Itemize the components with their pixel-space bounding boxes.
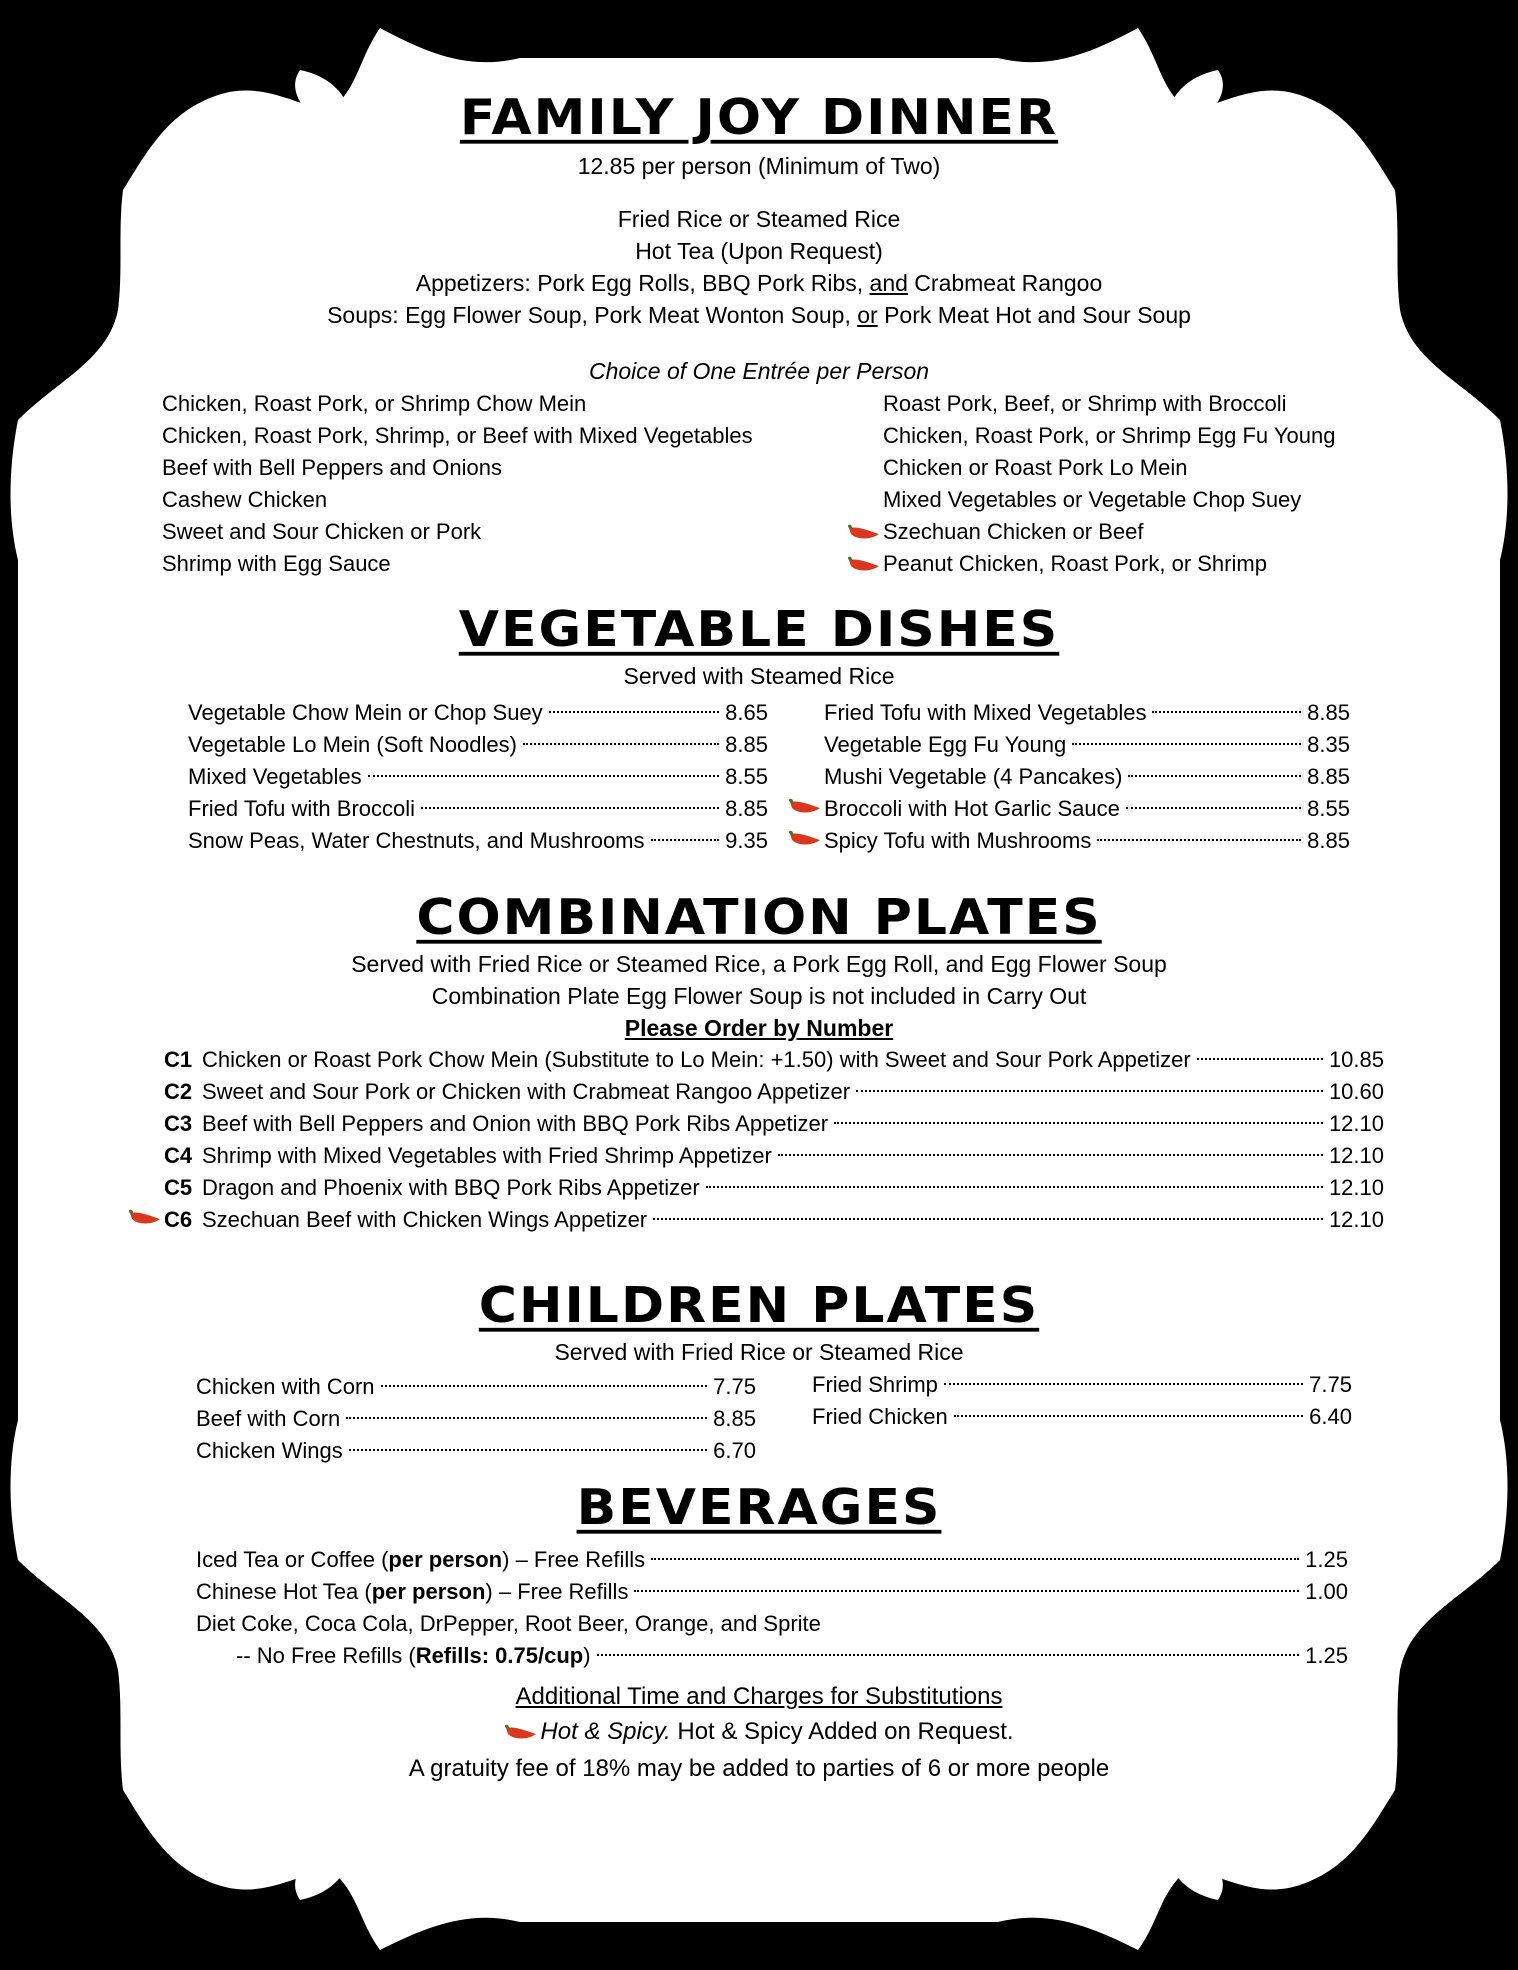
menu-item xyxy=(188,697,768,729)
children-right-list xyxy=(812,1369,1352,1433)
menu-item xyxy=(188,729,768,761)
soups-hot-sour: Pork Meat Hot and Sour Soup xyxy=(877,302,1191,328)
vegetable-subtitle: Served with Steamed Rice xyxy=(623,663,895,689)
item-name: Shrimp with Mixed Vegetables with Fried Shrimp Appetizer xyxy=(202,1143,772,1168)
list-item: Roast Pork, Beef, or Shrimp with Broccoli xyxy=(883,391,1287,416)
text-part: ) – Free Refills xyxy=(502,1547,646,1572)
vegetable-dishes-title: VEGETABLE DISHES xyxy=(458,601,1060,659)
item-price: 12.10 xyxy=(1328,1111,1384,1136)
leader-dots xyxy=(368,775,720,777)
hot-pepper-icon xyxy=(788,830,822,848)
family-line-tea: Hot Tea (Upon Request) xyxy=(635,238,883,264)
hot-pepper-icon xyxy=(847,556,881,574)
item-name: Fried Tofu with Mixed Vegetables xyxy=(824,700,1147,725)
beverages-list xyxy=(196,1544,1348,1672)
soups-text: Soups: Egg Flower Soup, Pork Meat Wonton Soup, xyxy=(327,302,858,328)
item-name: Chicken with Corn xyxy=(196,1374,375,1399)
text-part-bold: per person xyxy=(371,1579,486,1604)
gratuity-note: A gratuity fee of 18% may be added to parties of 6 or more people xyxy=(408,1755,1110,1782)
item-price: 8.85 xyxy=(713,1406,756,1431)
leader-dots xyxy=(651,839,720,841)
leader-dots xyxy=(778,1154,1323,1156)
item-name: Diet Coke, Coca Cola, DrPepper, Root Beer, Orange, and Sprite xyxy=(196,1611,821,1636)
item-label: Peanut Chicken, Roast Pork, or Shrimp xyxy=(883,551,1267,576)
item-price: 8.35 xyxy=(1307,732,1350,757)
list-item: Cashew Chicken xyxy=(162,487,328,512)
menu-item xyxy=(788,697,1350,729)
children-left-list xyxy=(196,1371,756,1467)
menu-item xyxy=(128,1140,1384,1172)
menu-item xyxy=(788,761,1350,793)
family-line-rice: Fried Rice or Steamed Rice xyxy=(617,206,901,232)
vegetable-left-list xyxy=(188,697,768,857)
item-name: Fried Shrimp xyxy=(812,1372,938,1397)
leader-dots xyxy=(349,1449,707,1451)
leader-dots xyxy=(944,1383,1303,1385)
item-name xyxy=(196,1544,645,1576)
item-name: Mixed Vegetables xyxy=(188,764,362,789)
leader-dots xyxy=(1097,839,1301,841)
entrees-right-list xyxy=(847,388,1335,580)
appetizers-text: Appetizers: Pork Egg Rolls, BBQ Pork Ribs, xyxy=(415,270,870,296)
spicy-label: Hot & Spicy. xyxy=(540,1718,671,1745)
item-code: C5 xyxy=(164,1175,193,1200)
spicy-text: Hot & Spicy Added on Request. xyxy=(670,1718,1014,1745)
item-price: 12.10 xyxy=(1328,1143,1384,1168)
list-item: Chicken, Roast Pork, or Shrimp Chow Mein xyxy=(162,391,587,416)
menu-item xyxy=(196,1435,756,1467)
family-joy-dinner-title: FAMILY JOY DINNER xyxy=(459,89,1059,147)
combination-subtitle-1: Served with Fried Rice or Steamed Rice, a Pork Egg Roll, and Egg Flower Soup xyxy=(351,951,1167,977)
item-name: Fried Tofu with Broccoli xyxy=(188,796,416,821)
entrees-left-list xyxy=(162,388,753,580)
item-code: C4 xyxy=(164,1143,193,1168)
hot-pepper-icon xyxy=(504,1724,538,1742)
menu-item xyxy=(188,793,768,825)
list-item: Chicken or Roast Pork Lo Mein xyxy=(883,455,1188,480)
item-name: Chicken or Roast Pork Chow Mein (Substitute to Lo Mein: +1.50) with Sweet and Sour Pork Appetizer xyxy=(202,1047,1191,1072)
list-item xyxy=(847,516,1335,548)
menu-item xyxy=(196,1544,1348,1576)
menu-item xyxy=(196,1576,1348,1608)
item-name: Dragon and Phoenix with BBQ Pork Ribs Appetizer xyxy=(202,1175,700,1200)
leader-dots xyxy=(1126,807,1301,809)
children-subtitle: Served with Fried Rice or Steamed Rice xyxy=(554,1339,964,1365)
item-price: 6.40 xyxy=(1309,1404,1352,1429)
menu-item xyxy=(788,729,1350,761)
item-code: C6 xyxy=(164,1207,193,1232)
item-name: Vegetable Lo Mein (Soft Noodles) xyxy=(188,732,517,757)
leader-dots xyxy=(381,1385,708,1387)
item-price: 1.00 xyxy=(1305,1579,1348,1604)
item-price: 8.65 xyxy=(725,700,768,725)
leader-dots xyxy=(1072,743,1301,745)
leader-dots xyxy=(706,1186,1323,1188)
menu-item xyxy=(196,1640,1348,1672)
item-price: 10.85 xyxy=(1328,1047,1384,1072)
menu-item xyxy=(128,1076,1384,1108)
menu-item xyxy=(812,1401,1352,1433)
text-part: ) xyxy=(583,1643,591,1668)
item-price: 9.35 xyxy=(725,828,768,853)
leader-dots xyxy=(1152,711,1301,713)
hot-pepper-icon xyxy=(788,798,822,816)
leader-dots xyxy=(653,1218,1323,1220)
text-part-bold: Refills: 0.75/cup xyxy=(415,1643,584,1668)
leader-dots xyxy=(346,1417,707,1419)
leader-dots xyxy=(1197,1058,1323,1060)
item-price: 1.25 xyxy=(1305,1643,1348,1668)
hot-pepper-icon xyxy=(847,524,881,542)
combination-plates-title: COMBINATION PLATES xyxy=(416,889,1102,947)
item-price: 12.10 xyxy=(1328,1175,1384,1200)
item-code: C3 xyxy=(164,1111,193,1136)
family-price-note: 12.85 per person (Minimum of Two) xyxy=(577,153,941,179)
item-price: 12.10 xyxy=(1328,1207,1384,1232)
list-item: Chicken, Roast Pork, or Shrimp Egg Fu Young xyxy=(883,423,1336,448)
item-code: C1 xyxy=(164,1047,193,1072)
item-name: Chicken Wings xyxy=(196,1438,343,1463)
leader-dots xyxy=(421,807,719,809)
item-name xyxy=(196,1576,628,1608)
text-part: Chinese Hot Tea ( xyxy=(196,1579,372,1604)
text-part-bold: per person xyxy=(388,1547,503,1572)
item-name: Spicy Tofu with Mushrooms xyxy=(824,828,1092,853)
menu-item xyxy=(128,1044,1384,1076)
item-price: 7.75 xyxy=(1309,1372,1352,1397)
list-item: Shrimp with Egg Sauce xyxy=(162,551,391,576)
list-item xyxy=(847,548,1335,580)
leader-dots xyxy=(597,1654,1300,1656)
menu-item xyxy=(788,825,1350,857)
vegetable-right-list xyxy=(788,697,1350,857)
item-name: Mushi Vegetable (4 Pancakes) xyxy=(824,764,1123,789)
leader-dots xyxy=(549,711,720,713)
item-name: Beef with Corn xyxy=(196,1406,341,1431)
order-by-number-note: Please Order by Number xyxy=(624,1015,894,1041)
item-label: Szechuan Chicken or Beef xyxy=(883,519,1144,544)
menu-item xyxy=(128,1108,1384,1140)
item-name: Vegetable Chow Mein or Chop Suey xyxy=(188,700,543,725)
item-price: 10.60 xyxy=(1328,1079,1384,1104)
family-soups xyxy=(0,299,1518,331)
leader-dots xyxy=(634,1590,1299,1592)
text-part: ) – Free Refills xyxy=(485,1579,629,1604)
item-name: Snow Peas, Water Chestnuts, and Mushrooms xyxy=(188,828,645,853)
item-price: 6.70 xyxy=(713,1438,756,1463)
item-price: 7.75 xyxy=(713,1374,756,1399)
item-name: Sweet and Sour Pork or Chicken with Crabmeat Rangoo Appetizer xyxy=(202,1079,851,1104)
combination-subtitle-2: Combination Plate Egg Flower Soup is not included in Carry Out xyxy=(431,983,1087,1009)
leader-dots xyxy=(954,1415,1303,1417)
item-name: Broccoli with Hot Garlic Sauce xyxy=(824,796,1120,821)
soups-or: or xyxy=(857,302,878,328)
list-item: Chicken, Roast Pork, Shrimp, or Beef with Mixed Vegetables xyxy=(162,423,753,448)
item-code: C2 xyxy=(164,1079,193,1104)
menu-item xyxy=(196,1608,1348,1640)
menu-item xyxy=(128,1204,1384,1236)
beverages-title: BEVERAGES xyxy=(576,1479,942,1537)
item-name: Szechuan Beef with Chicken Wings Appetizer xyxy=(202,1207,648,1232)
text-part: -- No Free Refills ( xyxy=(236,1643,416,1668)
appetizers-and: and xyxy=(869,270,908,296)
item-price: 8.85 xyxy=(1307,828,1350,853)
item-price: 8.85 xyxy=(725,796,768,821)
list-item: Sweet and Sour Chicken or Pork xyxy=(162,519,482,544)
item-price: 8.55 xyxy=(1307,796,1350,821)
list-item: Mixed Vegetables or Vegetable Chop Suey xyxy=(883,487,1302,512)
choice-heading: Choice of One Entrée per Person xyxy=(588,358,930,384)
item-price: 8.55 xyxy=(725,764,768,789)
item-price: 8.85 xyxy=(1307,700,1350,725)
item-price: 8.85 xyxy=(725,732,768,757)
item-name xyxy=(236,1640,591,1672)
menu-item xyxy=(196,1403,756,1435)
menu-item xyxy=(188,825,768,857)
hot-pepper-icon xyxy=(128,1209,162,1227)
appetizers-rangoo: Crabmeat Rangoo xyxy=(907,270,1103,296)
text-part: Iced Tea or Coffee ( xyxy=(196,1547,389,1572)
children-plates-title: CHILDREN PLATES xyxy=(478,1277,1040,1335)
menu-item xyxy=(788,793,1350,825)
leader-dots xyxy=(1128,775,1301,777)
item-price: 8.85 xyxy=(1307,764,1350,789)
family-appetizers xyxy=(0,267,1518,299)
menu-item xyxy=(188,761,768,793)
list-item: Beef with Bell Peppers and Onions xyxy=(162,455,502,480)
combination-list xyxy=(128,1044,1384,1236)
leader-dots xyxy=(523,743,719,745)
spicy-note xyxy=(0,1718,1518,1746)
menu-item xyxy=(812,1369,1352,1401)
substitutions-note: Additional Time and Charges for Substitutions xyxy=(515,1683,1003,1710)
item-name: Vegetable Egg Fu Young xyxy=(824,732,1067,757)
item-name: Fried Chicken xyxy=(812,1404,948,1429)
leader-dots xyxy=(834,1122,1323,1124)
item-price: 1.25 xyxy=(1305,1547,1348,1572)
leader-dots xyxy=(856,1090,1323,1092)
menu-item xyxy=(128,1172,1384,1204)
menu-item xyxy=(196,1371,756,1403)
item-name: Beef with Bell Peppers and Onion with BBQ Pork Ribs Appetizer xyxy=(202,1111,829,1136)
leader-dots xyxy=(651,1558,1299,1560)
